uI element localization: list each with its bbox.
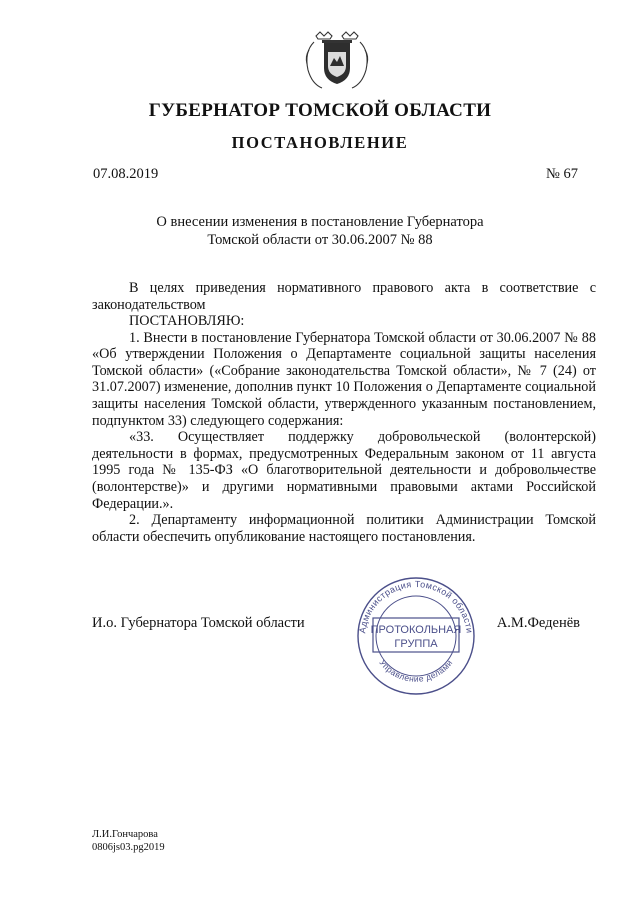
signatory-name: А.М.Феденёв [496,615,580,631]
coat-of-arms-icon [300,30,374,92]
item-1: 1. Внести в постановление Губернатора Томской области от 30.06.2007 № 88 «Об утверждении Положения о Департаменте социальной защиты населения Томской области» («Собрание законодательства Томской области», № 7 (24) от 31.07.2007) изменение, дополнив пункт 10 Положения о Департаменте социальной защиты населения Томской области, утвержденного указанным постановлением, подпунктом 33) следующего содержания: [92,329,596,429]
document-authority: ГУБЕРНАТОР ТОМСКОЙ ОБЛАСТИ [148,100,492,121]
footer [92,828,165,854]
subject-line-1: О внесении изменения в постановление Губернатора [156,214,484,230]
document-subject [0,213,640,249]
protocol-group-stamp [351,572,481,696]
item-1-quote: «33. Осуществляет поддержку добровольческой (волонтерской) деятельности в формах, предусмотренных Федеральным законом от 11 августа 1995 года № 135-ФЗ «О благотворительной деятельности и добровольчестве (волонтерстве)» и другими нормативными правовыми актами Российской Федерации.». [92,429,596,512]
preamble [92,280,596,313]
stamp-outer-bottom: Управление делами [377,657,455,684]
footer-file: 0806js03.pg2019 [92,842,165,853]
resolution-body [92,313,596,545]
stamp-outer-top: Администрация Томской области [357,578,475,634]
signatory-position: И.о. Губернатора Томской области [92,615,305,631]
stamp-inner-line-2: ГРУППА [394,638,438,650]
subject-line-2: Томской области от 30.06.2007 № 88 [207,232,433,248]
item-2: 2. Департаменту информационной политики Администрации Томской области обеспечить опубликование настоящего постановления. [92,512,596,545]
document-number: № 67 [546,166,578,182]
footer-author: Л.И.Гончарова [92,829,158,840]
resolve-word: ПОСТАНОВЛЯЮ: [129,313,245,329]
document-date: 07.08.2019 [93,166,159,182]
document-type: ПОСТАНОВЛЕНИЕ [231,133,409,152]
stamp-inner-line-1: ПРОТОКОЛЬНАЯ [370,624,462,636]
preamble-text: В целях приведения нормативного правового акта в соответствие с законодательством [92,280,596,313]
